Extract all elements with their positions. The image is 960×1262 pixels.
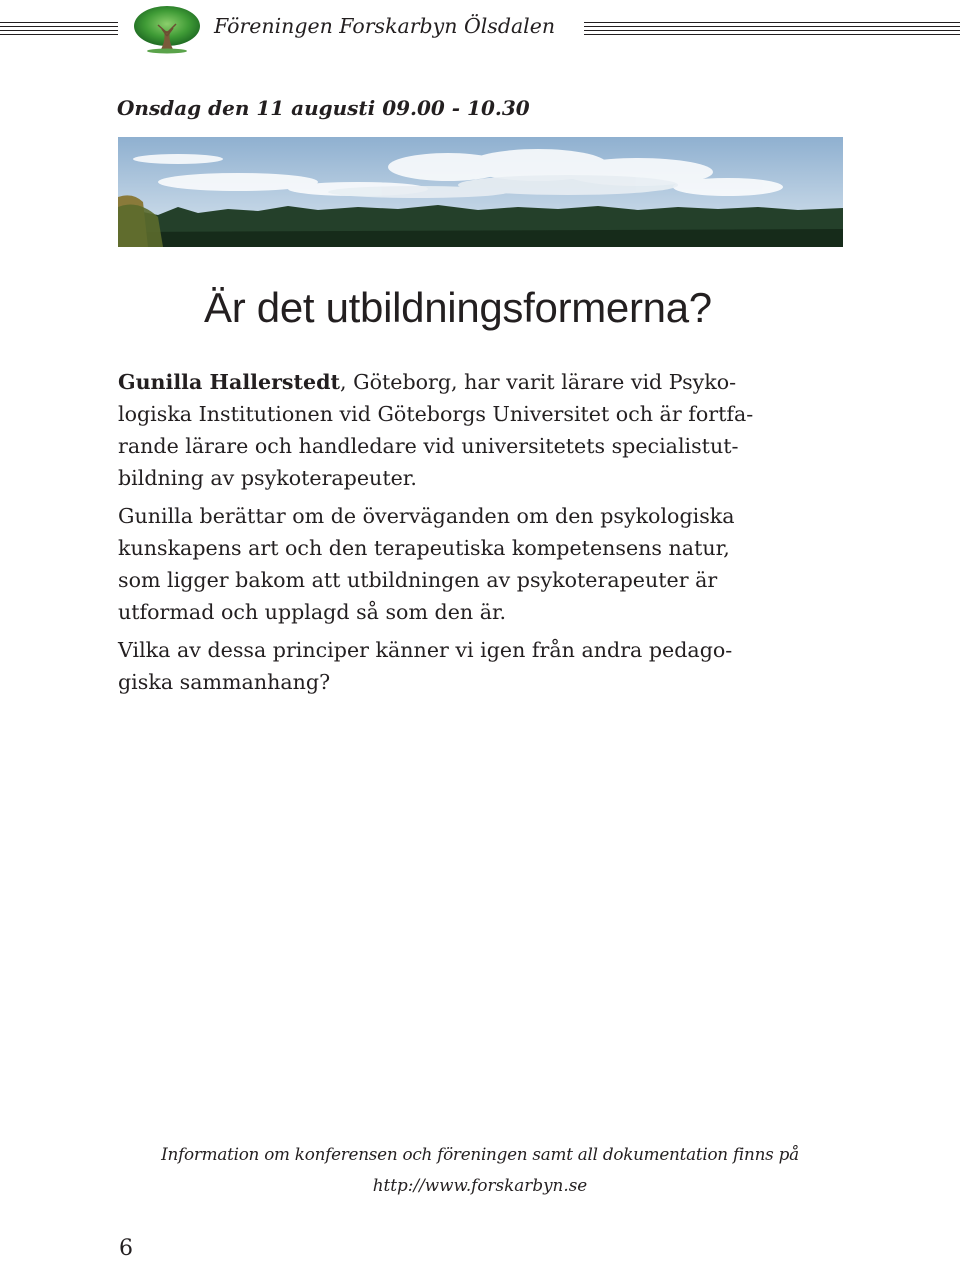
page-header bbox=[0, 0, 960, 60]
text-line: kunskapens art och den terapeutiska kompetensens natur, bbox=[118, 536, 730, 560]
text-line: utformad och upplagd så som den är. bbox=[118, 600, 507, 624]
text-line: Vilka av dessa principer känner vi igen från andra pedago- bbox=[118, 638, 733, 662]
header-rule-left bbox=[0, 22, 118, 36]
text-line: giska sammanhang? bbox=[118, 670, 331, 694]
text-line: logiska Institutionen vid Göteborgs Universitet och är fortfa- bbox=[118, 402, 754, 426]
text-line-rest: , Göteborg, har varit lärare vid Psyko- bbox=[340, 370, 737, 394]
header-rule-right bbox=[584, 22, 960, 36]
talk-summary-paragraph bbox=[118, 500, 843, 628]
talk-description bbox=[118, 366, 843, 704]
talk-question-paragraph bbox=[118, 634, 843, 698]
footer-url-link[interactable]: http://www.forskarbyn.se bbox=[372, 1175, 588, 1195]
text-line: bildning av psykoterapeuter. bbox=[118, 466, 417, 490]
text-line bbox=[118, 366, 843, 398]
speaker-name: Gunilla Hallerstedt bbox=[118, 370, 341, 394]
organization-name: Föreningen Forskarbyn Ölsdalen bbox=[214, 14, 556, 38]
session-date-time: Onsdag den 11 augusti 09.00 - 10.30 bbox=[117, 96, 530, 120]
talk-title: Är det utbildningsformerna? bbox=[204, 284, 712, 331]
text-line: rande lärare och handledare vid universitetets specialistut- bbox=[118, 434, 739, 458]
page-number: 6 bbox=[119, 1236, 133, 1261]
tree-logo-icon bbox=[130, 3, 204, 55]
text-line: Gunilla berättar om de överväganden om den psykologiska bbox=[118, 504, 735, 528]
text-line: som ligger bakom att utbildningen av psykoterapeuter är bbox=[118, 568, 718, 592]
footer-info: Information om konferensen och föreningen samt all dokumentation finns på bbox=[161, 1144, 799, 1164]
speaker-bio-paragraph bbox=[118, 366, 843, 494]
landscape-forest-sky-photo bbox=[118, 137, 843, 247]
